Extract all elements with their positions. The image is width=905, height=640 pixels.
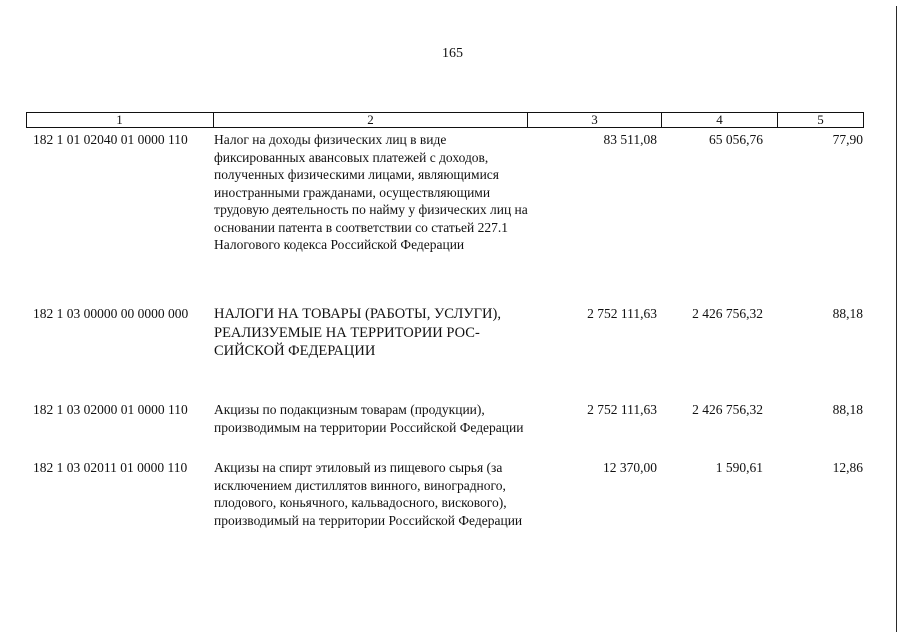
row-value-col-5: 88,18	[832, 402, 863, 417]
row-name: Акцизы на спирт этиловый из пищевого сырья (за исключением дистиллятов винного, виноградного, плодового, коньячного, кальвадосного, вискового), производимый на территории Российской Федерации	[214, 460, 523, 528]
page-number: 165	[442, 46, 463, 61]
row-name: Налог на доходы физических лиц в виде фиксированных авансовых платежей с доходов, полученных физическими лицами, являющимися иностранными гражданами, осуществляющими трудовую деятельность по найму у физических лиц на основании патента в соответствии со статьей 227.1 Налогового кодекса Российской Федерации	[214, 132, 528, 252]
row-value-col-3: 12 370,00	[603, 460, 657, 475]
row-code: 182 1 01 02040 01 0000 110	[33, 132, 188, 147]
row-value-col-4: 2 426 756,32	[692, 306, 763, 321]
row-value-col-5: 88,18	[832, 306, 863, 321]
row-name: Акцизы по подакцизным товарам (продукции), производимым на территории Российской Федерации	[214, 402, 524, 435]
table-header-row	[26, 112, 864, 128]
row-code: 182 1 03 00000 00 0000 000	[33, 306, 189, 321]
row-value-col-3: 2 752 111,63	[587, 402, 657, 417]
row-value-col-4: 1 590,61	[715, 460, 763, 475]
row-value-col-4: 2 426 756,32	[692, 402, 763, 417]
row-code: 182 1 03 02011 01 0000 110	[33, 460, 188, 475]
row-value-col-5: 12,86	[832, 460, 863, 475]
table-header-col-4: 4	[716, 112, 723, 127]
table-header-col-5: 5	[817, 112, 824, 127]
table-header-col-1: 1	[116, 112, 123, 127]
row-value-col-3: 2 752 111,63	[587, 306, 657, 321]
table-header-col-2: 2	[367, 112, 374, 127]
row-name: НАЛОГИ НА ТОВАРЫ (РАБОТЫ, УСЛУГИ), РЕАЛИЗУЕМЫЕ НА ТЕРРИТОРИИ РОС-СИЙСКОЙ ФЕДЕРАЦИИ	[214, 306, 501, 359]
row-code: 182 1 03 02000 01 0000 110	[33, 402, 188, 417]
table-header-col-3: 3	[591, 112, 598, 127]
row-value-col-3: 83 511,08	[603, 132, 657, 147]
right-margin-rule	[896, 6, 897, 632]
row-value-col-5: 77,90	[832, 132, 863, 147]
row-value-col-4: 65 056,76	[709, 132, 763, 147]
